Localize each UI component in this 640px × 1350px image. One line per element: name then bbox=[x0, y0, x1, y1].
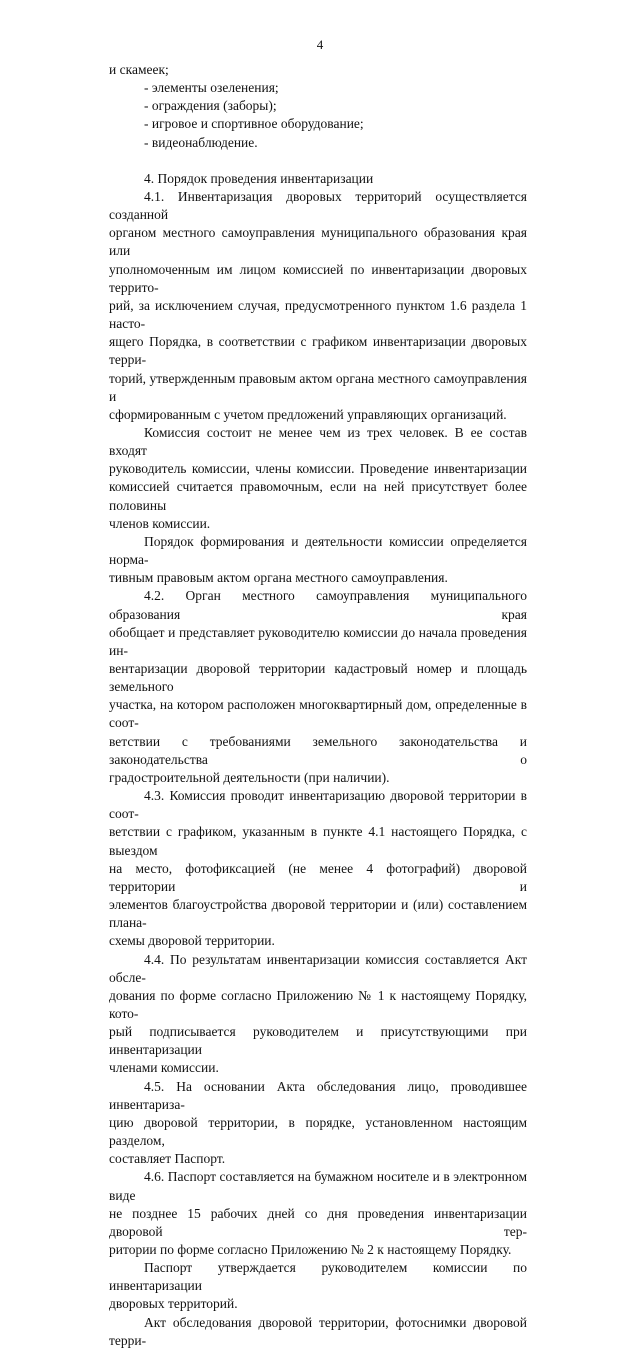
element-list bbox=[109, 79, 527, 152]
paragraph-line: 4.2. Орган местного самоуправления муниципального образования края bbox=[109, 588, 527, 622]
paragraph-line: членами комиссии. bbox=[109, 1060, 219, 1076]
list-item: - игровое и спортивное оборудование; bbox=[144, 116, 364, 132]
paragraph bbox=[109, 1259, 527, 1313]
paragraph-line: 4.5. На основании Акта обследования лицо, проводившее инвентариза- bbox=[109, 1078, 527, 1112]
continuation-line: и скамеек; bbox=[109, 62, 169, 77]
paragraph-line: градостроительной деятельности (при наличии). bbox=[109, 769, 390, 785]
paragraph-line: участка, на котором расположен многоквартирный дом, определенные в соот- bbox=[109, 697, 527, 731]
paragraph-line: рый подписывается руководителем и присутствующими при инвентаризации bbox=[109, 1024, 527, 1058]
paragraph-line: вентаризации дворовой территории кадастровый номер и площадь земельного bbox=[109, 661, 527, 695]
paragraph-line: дования по форме согласно Приложению № 1 к настоящему Порядку, кото- bbox=[109, 987, 527, 1021]
paragraph-line: обобщает и представляет руководителю комиссии до начала проведения ин- bbox=[109, 624, 527, 658]
paragraph-line: Паспорт утверждается руководителем комиссии по инвентаризации bbox=[109, 1260, 527, 1294]
paragraph-line: 4.1. Инвентаризация дворовых территорий осуществляется созданной bbox=[109, 188, 527, 223]
paragraph-line: Комиссия состоит не менее чем из трех человек. В ее состав входят bbox=[109, 424, 527, 459]
paragraph bbox=[109, 951, 527, 1078]
paragraph-line: тивным правовым актом органа местного самоуправления. bbox=[109, 570, 448, 586]
paragraph-line: схемы дворовой территории. bbox=[109, 933, 275, 949]
paragraph bbox=[109, 1168, 527, 1259]
paragraph-line: 4.4. По результатам инвентаризации комиссия составляется Акт обсле- bbox=[109, 951, 527, 985]
document-body bbox=[109, 61, 527, 1350]
paragraph-line: цию дворовой территории, в порядке, установленном настоящим разделом, bbox=[109, 1114, 527, 1149]
paragraph-line: руководитель комиссии, члены комиссии. Проведение инвентаризации bbox=[109, 461, 527, 477]
paragraph-line: рий, за исключением случая, предусмотренного пунктом 1.6 раздела 1 насто- bbox=[109, 297, 527, 332]
page-number: 4 bbox=[316, 37, 324, 52]
paragraph-line: дворовых территорий. bbox=[109, 1296, 238, 1312]
paragraph-line: Акт обследования дворовой территории, фотоснимки дворовой терри- bbox=[109, 1314, 527, 1348]
section-paragraphs bbox=[109, 188, 527, 1350]
paragraph-line: ритории по форме согласно Приложению № 2 к настоящему Порядку. bbox=[109, 1242, 512, 1257]
section-heading: 4. Порядок проведения инвентаризации bbox=[144, 170, 374, 186]
paragraph-line: 4.6. Паспорт составляется на бумажном носителе и в электронном виде bbox=[109, 1169, 527, 1203]
paragraph-line: на место, фотофиксацией (не менее 4 фотографий) дворовой территории и bbox=[109, 860, 527, 894]
paragraph bbox=[109, 787, 527, 950]
paragraph-line: уполномоченным им лицом комиссией по инвентаризации дворовых террито- bbox=[109, 261, 527, 295]
paragraph-line: элементов благоустройства дворовой территории и (или) составлением плана- bbox=[109, 897, 527, 931]
paragraph-line: 4.3. Комиссия проводит инвентаризацию дворовой территории в соот- bbox=[109, 788, 527, 822]
paragraph-line: комиссией считается правомочным, если на ней присутствует более половины bbox=[109, 479, 527, 513]
paragraph-line: Порядок формирования и деятельности комиссии определяется норма- bbox=[109, 533, 527, 568]
paragraph-line: торий, утвержденным правовым актом органа местного самоуправления и bbox=[109, 370, 527, 404]
paragraph bbox=[109, 188, 527, 424]
paragraph bbox=[109, 1314, 527, 1350]
paragraph-line: не позднее 15 рабочих дней со дня проведения инвентаризации дворовой тер- bbox=[109, 1205, 527, 1239]
paragraph-line: органом местного самоуправления муниципального образования края или bbox=[109, 225, 527, 259]
paragraph-line: сформированным с учетом предложений управляющих организаций. bbox=[109, 406, 507, 422]
list-item: - элементы озеленения; bbox=[144, 80, 279, 96]
paragraph bbox=[109, 1078, 527, 1169]
paragraph bbox=[109, 587, 527, 787]
paragraph-line: ящего Порядка, в соответствии с графиком инвентаризации дворовых терри- bbox=[109, 334, 527, 368]
paragraph-line: составляет Паспорт. bbox=[109, 1151, 226, 1167]
list-item: - видеонаблюдение. bbox=[144, 134, 258, 150]
list-item: - ограждения (заборы); bbox=[144, 98, 277, 114]
paragraph bbox=[109, 533, 527, 587]
paragraph bbox=[109, 424, 527, 533]
paragraph-line: членов комиссии. bbox=[109, 515, 211, 531]
paragraph-line: ветствии с графиком, указанным в пункте 4.1 настоящего Порядка, с выездом bbox=[109, 824, 527, 858]
paragraph-line: ветствии с требованиями земельного законодательства и законодательства о bbox=[109, 733, 527, 767]
